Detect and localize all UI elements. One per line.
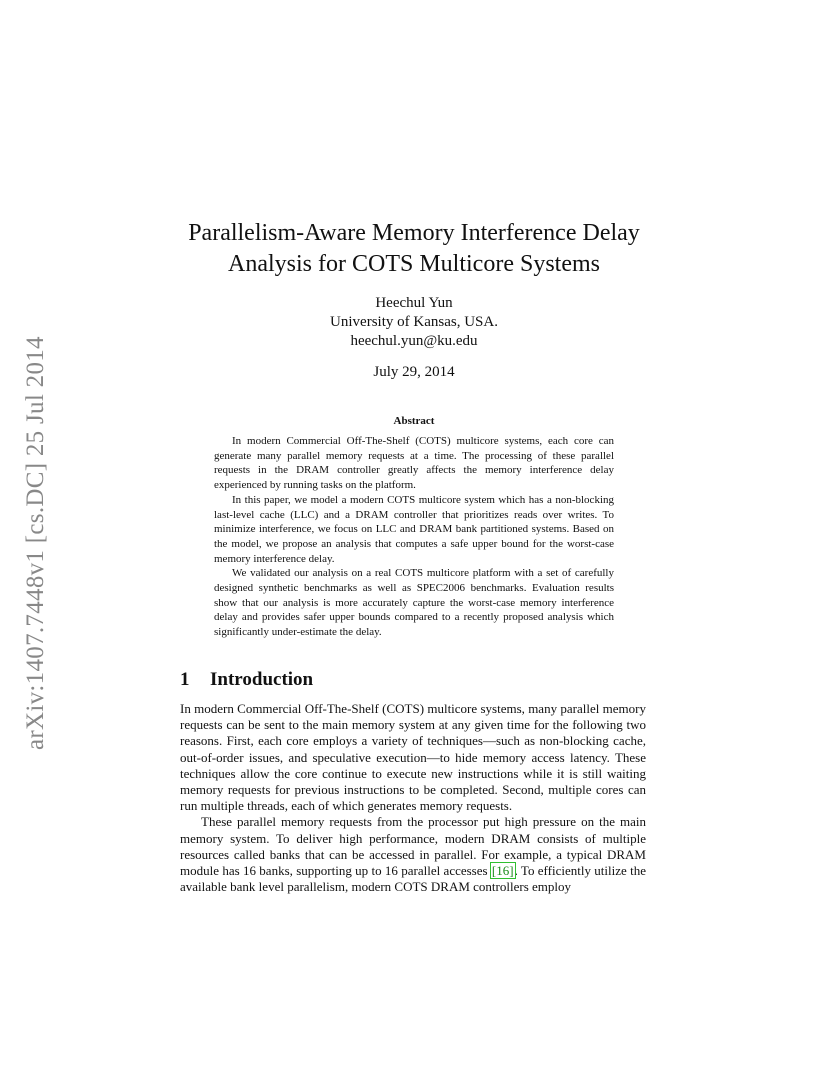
body-text-segment: . To efficiently utilize the available bank level parallelism, modern COTS DRAM controllers employ <box>180 863 646 895</box>
paper-date: July 29, 2014 <box>373 364 455 380</box>
abstract-heading: Abstract <box>393 415 435 427</box>
author-email: heechul.yun@ku.edu <box>350 333 478 349</box>
abstract-body <box>214 434 614 640</box>
citation-link[interactable]: [16] <box>491 863 514 879</box>
author-affiliation: University of Kansas, USA. <box>330 314 498 330</box>
arxiv-identifier-text: arXiv:1407.7448v1 [cs.DC] 25 Jul 2014 <box>22 336 49 750</box>
body-paragraph <box>180 814 646 895</box>
paper-title: Parallelism-Aware Memory Interference Delay Analysis for COTS Multicore Systems <box>188 220 640 277</box>
section-number: 1 <box>180 669 190 690</box>
section-body <box>180 701 646 895</box>
section-title: Introduction <box>210 669 314 690</box>
abstract-paragraph: In this paper, we model a modern COTS multicore system which has a non-blocking last-level cache (LLC) and a DRAM controller that prioritizes reads over writes. To minimize interference, we focus on LLC and DRAM bank partitioned systems. Based on the model, we propose an analysis that computes a safe upper bound for the worst-case memory interference delay. <box>214 493 614 565</box>
abstract-paragraph: In modern Commercial Off-The-Shelf (COTS) multicore systems, each core can generate many parallel memory requests at a time. The processing of these parallel requests in the DRAM controller greatly affects the memory interference delay experienced by running tasks on the platform. <box>214 435 614 492</box>
abstract-paragraph: We validated our analysis on a real COTS multicore platform with a set of carefully designed synthetic benchmarks as well as SPEC2006 benchmarks. Evaluation results show that our analysis is more accurately capture the worst-case memory interference delay and provides safer upper bounds compared to a recently proposed analysis which significantly under-estimate the delay. <box>214 567 614 639</box>
body-text-segment: These parallel memory requests from the processor put high pressure on the main memory system. To deliver high performance, modern DRAM consists of multiple resources called banks that can be accessed in parallel. For example, a typical DRAM module has 16 banks, supporting up to 16 parallel accesses <box>180 814 646 879</box>
body-paragraph: In modern Commercial Off-The-Shelf (COTS) multicore systems, many parallel memory requests can be sent to the main memory system at any given time for the following two reasons. First, each core employs a variety of techniques—such as non-blocking cache, out-of-order issues, and speculative execution—to hide memory access latency. These techniques allow the core continue to execute new instructions while it is still waiting memory requests for previous instructions to be completed. Second, multiple cores can run multiple threads, each of which generates memory requests. <box>180 701 646 814</box>
author-name: Heechul Yun <box>375 295 453 311</box>
section-heading <box>180 669 313 691</box>
arxiv-identifier-stamp <box>22 300 50 750</box>
